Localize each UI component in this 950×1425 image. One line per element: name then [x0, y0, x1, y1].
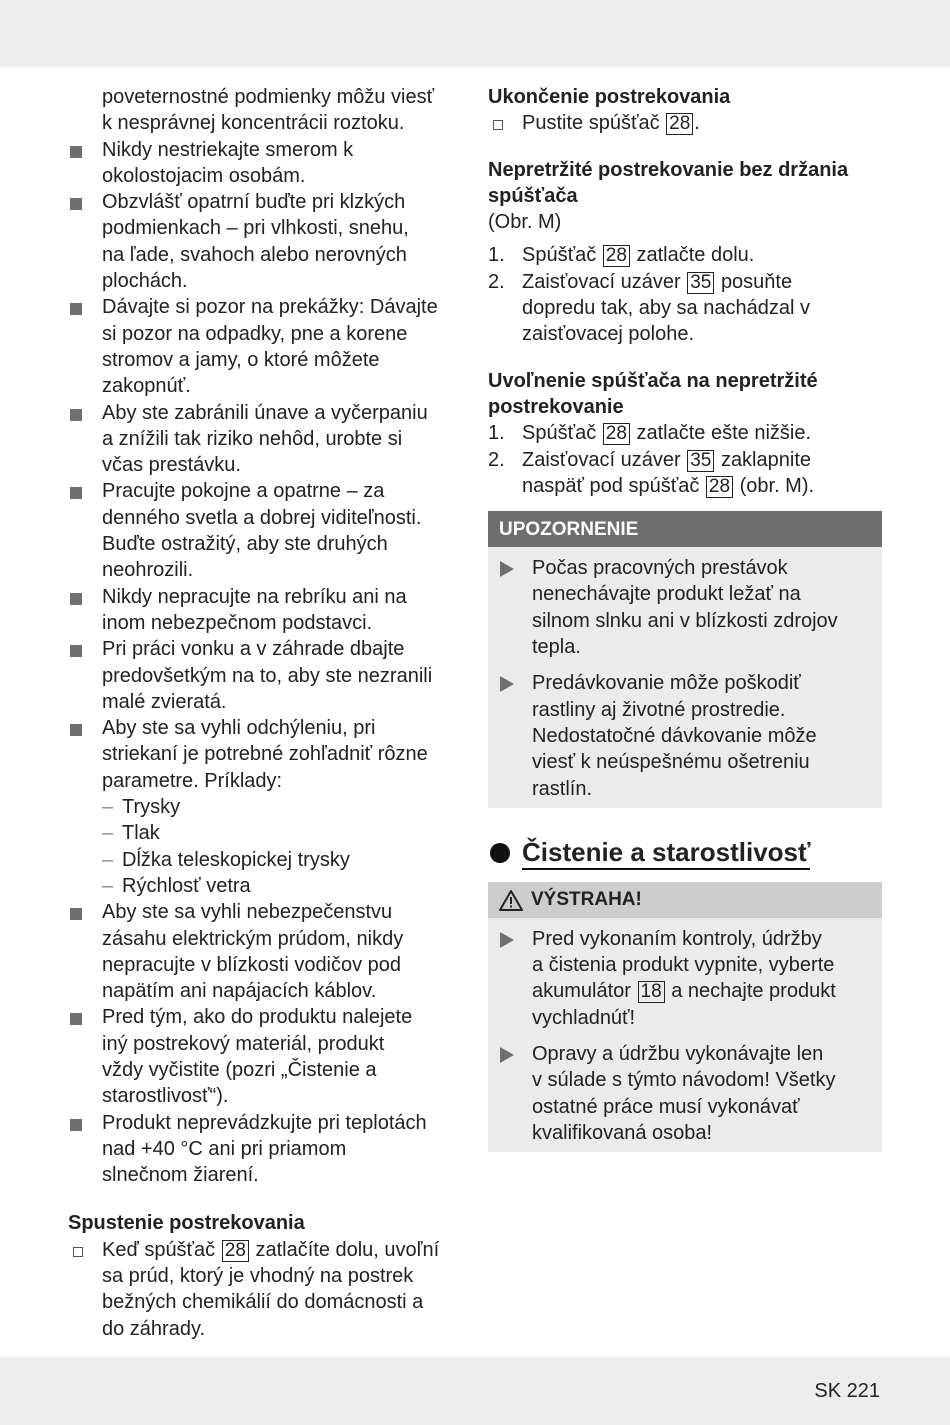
bullet-square-icon [70, 1119, 82, 1131]
part-ref: 35 [687, 450, 714, 472]
step-end-spraying: Pustite spúšťač 28 . [488, 110, 882, 136]
page-header-band [0, 0, 950, 67]
dash-item: – Dĺžka teleskopickej trysky [68, 847, 468, 873]
safety-bullet: Nikdy nepracujte na rebríku ani na inom nebezpečnom podstavci. [68, 584, 468, 637]
page-footer-band [0, 1357, 950, 1425]
warning-item: Pred vykonaním kontroly, údržby a čistenia produkt vypnite, vyberte akumulátor 18 a nechajte produkt vychladnúť! [488, 926, 882, 1031]
safety-bullet: Pred tým, ako do produktu nalejete iný postrekový materiál, produkt vždy vyčistite (pozri „Čistenie a starostlivosť“). [68, 1004, 468, 1109]
left-column [68, 84, 468, 1342]
arrow-right-icon [500, 676, 514, 692]
arrow-right-icon [500, 932, 514, 948]
bullet-square-icon [70, 593, 82, 605]
part-ref: 28 [666, 113, 693, 135]
bullet-square-icon [70, 146, 82, 158]
numbered-step: 1. Spúšťač 28 zatlačte dolu. [488, 244, 755, 267]
dash-icon: – [102, 848, 114, 871]
notice-item: Predávkovanie môže poškodiť rastliny aj životné prostredie. Nedostatočné dávkovanie môže viesť k neúspešnému ošetreniu rastlín. [488, 670, 882, 801]
arrow-right-icon [500, 561, 514, 577]
arrow-right-icon [500, 1047, 514, 1063]
numbered-step: 2. Zaisťovací uzáver 35 posuňte dopredu tak, aby sa nachádzal v zaisťovacej polohe. [488, 270, 810, 346]
dash-icon: – [102, 874, 114, 897]
safety-bullet: Dávajte si pozor na prekážky: Dávajte si pozor na odpadky, pne a korene stromov a jamy, o ktoré môžete zakopnúť. [68, 294, 468, 399]
numbered-step: 2. Zaisťovací uzáver 35 zaklapnite naspäť pod spúšťač 28 (obr. M). [488, 448, 815, 497]
safety-bullet: Produkt neprevádzkujte pri teplotách nad +40 °C ani pri priamom slnečnom žiarení. [68, 1110, 468, 1189]
bullet-square-icon [70, 409, 82, 421]
bullet-square-icon [70, 487, 82, 499]
warning-item: Opravy a údržbu vykonávajte len v súlade s týmto návodom! Všetky ostatné práce musí vykonávať kvalifikovaná osoba! [488, 1041, 882, 1146]
page-number: SK 221 [814, 1380, 880, 1402]
bullet-square-icon [70, 645, 82, 657]
part-ref: 28 [222, 1240, 249, 1262]
part-ref: 35 [687, 272, 714, 294]
notice-box [488, 511, 882, 808]
dash-item: – Trysky [68, 794, 468, 820]
notice-item: Počas pracovných prestávok nenechávajte produkt ležať na silnom slnku ani v blízkosti zdrojov tepla. [488, 555, 882, 660]
safety-bullet: Aby ste sa vyhli odchýleniu, pri striekaní je potrebné zohľadniť rôzne parametre. Príklady: [68, 715, 468, 794]
heading-continuous-spraying: Nepretržité postrekovanie bez držania spúšťača [488, 158, 849, 207]
checkbox-square-icon [493, 120, 503, 130]
dash-icon: – [102, 822, 114, 845]
safety-bullet: Aby ste zabránili únave a vyčerpaniu a znížili tak riziko nehôd, urobte si včas prestávku. [68, 400, 468, 479]
warning-title: VÝSTRAHA! [488, 882, 882, 918]
warning-box [488, 882, 882, 1152]
numbered-step: 1. Spúšťač 28 zatlačte ešte nižšie. [488, 422, 812, 445]
heading-release-trigger: Uvoľnenie spúšťača na nepretržité postrekovanie [488, 369, 818, 418]
bullet-square-icon [70, 908, 82, 920]
warning-triangle-icon [499, 889, 523, 911]
notice-title: UPOZORNENIE [488, 511, 882, 547]
safety-bullet: Aby ste sa vyhli nebezpečenstvu zásahu elektrickým prúdom, nikdy nepracujte v blízkosti vodičov pod napätím ani napájacích káblov. [68, 899, 468, 1004]
safety-bullet: Pracujte pokojne a opatrne – za denného svetla a dobrej viditeľnosti. Buďte ostražitý, aby ste druhých neohrozili. [68, 478, 468, 583]
part-ref: 28 [603, 423, 630, 445]
part-ref: 28 [603, 245, 630, 267]
part-ref: 28 [706, 476, 733, 498]
intro-continuation: poveternostné podmienky môžu viesť k nesprávnej koncentrácii roztoku. [102, 86, 435, 135]
heading-start-spraying: Spustenie postrekovania [68, 1212, 305, 1235]
step-start-spraying: Keď spúšťač 28 zatlačíte dolu, uvoľní sa prúd, ktorý je vhodný na postrek bežných chemikálií do domácnosti a do záhrady. [68, 1237, 468, 1342]
right-column [488, 84, 882, 1152]
checkbox-square-icon [73, 1247, 83, 1257]
safety-bullet: Pri práci vonku a v záhrade dbajte predovšetkým na to, aby ste nezranili malé zvieratá. [68, 636, 468, 715]
safety-bullet: Obzvlášť opatrní buďte pri klzkých podmienkach – pri vlhkosti, snehu, na ľade, svahoch alebo nerovných plochách. [68, 189, 468, 294]
dash-icon: – [102, 796, 114, 819]
safety-bullet: Nikdy nestriekajte smerom k okolostojacim osobám. [68, 137, 468, 190]
dash-item: – Tlak [68, 820, 468, 846]
figure-ref: (Obr. M) [488, 211, 562, 234]
heading-end-spraying: Ukončenie postrekovania [488, 86, 731, 108]
section-title-cleaning: Čistenie a starostlivosť [488, 836, 882, 872]
bullet-square-icon [70, 1013, 82, 1025]
bullet-square-icon [70, 198, 82, 210]
bullet-square-icon [70, 724, 82, 736]
part-ref: 18 [638, 981, 665, 1003]
dash-item: – Rýchlosť vetra [68, 873, 468, 899]
section-bullet-icon [490, 843, 510, 863]
bullet-square-icon [70, 303, 82, 315]
